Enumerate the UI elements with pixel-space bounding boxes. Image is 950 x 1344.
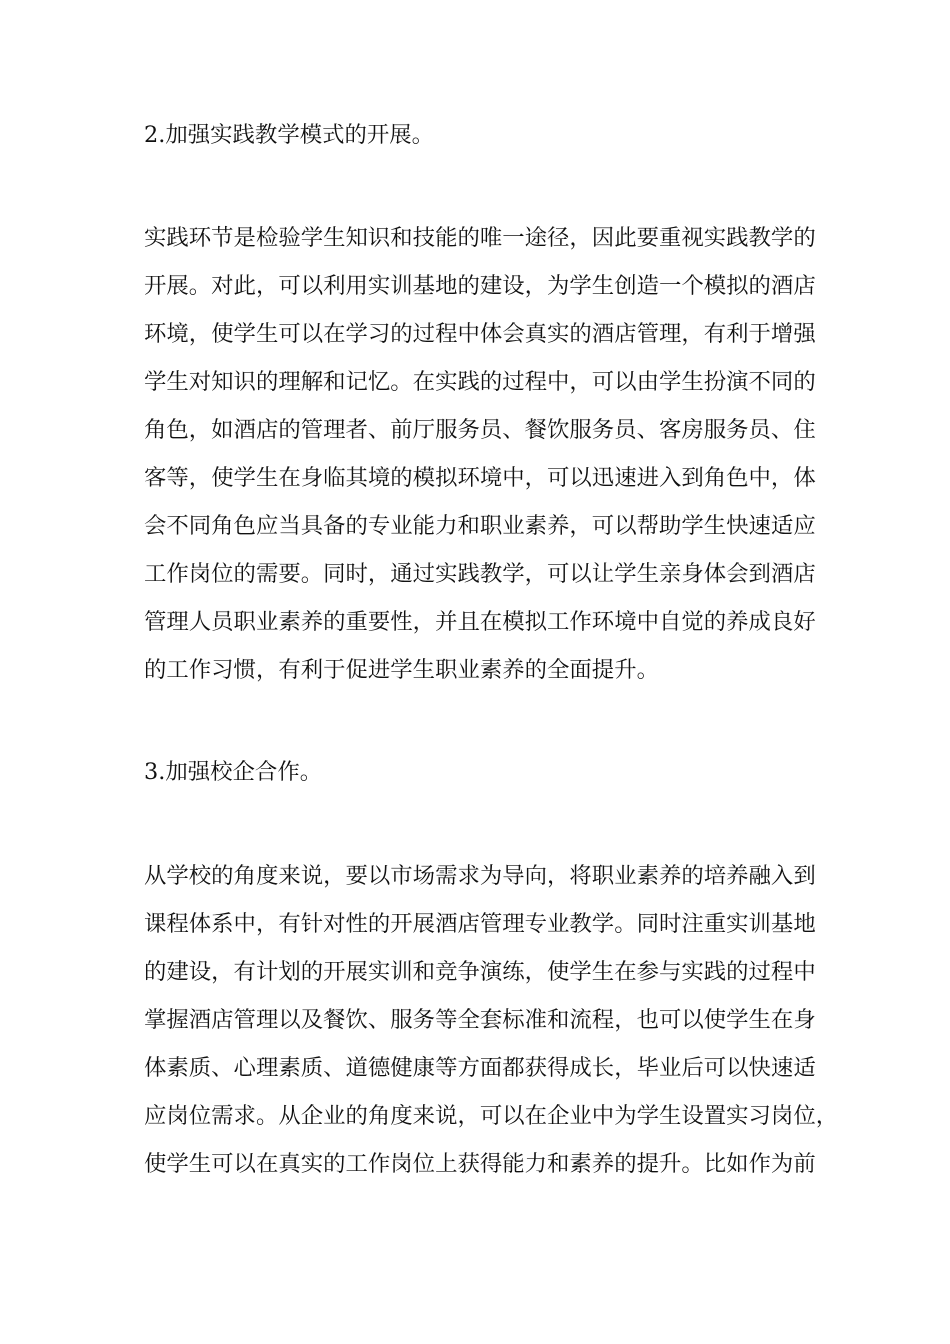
paragraph-line: 实践环节是检验学生知识和技能的唯一途径，因此要重视实践教学的 — [144, 225, 816, 251]
paragraph-line: 应岗位需求。从企业的角度来说，可以在企业中为学生设置实习岗位， — [144, 1103, 839, 1129]
section-heading: 2.加强实践教学模式的开展。 — [144, 122, 435, 148]
paragraph-line: 管理人员职业素养的重要性，并且在模拟工作环境中自觉的养成良好 — [144, 609, 816, 635]
paragraph-line: 学生对知识的理解和记忆。在实践的过程中，可以由学生扮演不同的 — [144, 369, 816, 395]
paragraph-line: 使学生可以在真实的工作岗位上获得能力和素养的提升。比如作为前 — [144, 1151, 816, 1177]
paragraph-line: 从学校的角度来说，要以市场需求为导向，将职业素养的培养融入到 — [144, 863, 816, 889]
paragraph-line: 课程体系中，有针对性的开展酒店管理专业教学。同时注重实训基地 — [144, 911, 816, 937]
section-heading: 3.加强校企合作。 — [144, 759, 323, 785]
paragraph-line: 工作岗位的需要。同时，通过实践教学，可以让学生亲身体会到酒店 — [144, 561, 816, 587]
paragraph-line: 角色，如酒店的管理者、前厅服务员、餐饮服务员、客房服务员、住 — [144, 417, 816, 443]
paragraph-line: 客等，使学生在身临其境的模拟环境中，可以迅速进入到角色中，体 — [144, 465, 816, 491]
paragraph-line: 环境，使学生可以在学习的过程中体会真实的酒店管理，有利于增强 — [144, 321, 816, 347]
paragraph-line: 的工作习惯，有利于促进学生职业素养的全面提升。 — [144, 657, 659, 683]
paragraph-line: 体素质、心理素质、道德健康等方面都获得成长，毕业后可以快速适 — [144, 1055, 816, 1081]
paragraph-line: 的建设，有计划的开展实训和竞争演练，使学生在参与实践的过程中 — [144, 959, 816, 985]
paragraph-line: 会不同角色应当具备的专业能力和职业素养，可以帮助学生快速适应 — [144, 513, 816, 539]
paragraph-line: 开展。对此，可以利用实训基地的建设，为学生创造一个模拟的酒店 — [144, 273, 816, 299]
paragraph-line: 掌握酒店管理以及餐饮、服务等全套标准和流程，也可以使学生在身 — [144, 1007, 816, 1033]
